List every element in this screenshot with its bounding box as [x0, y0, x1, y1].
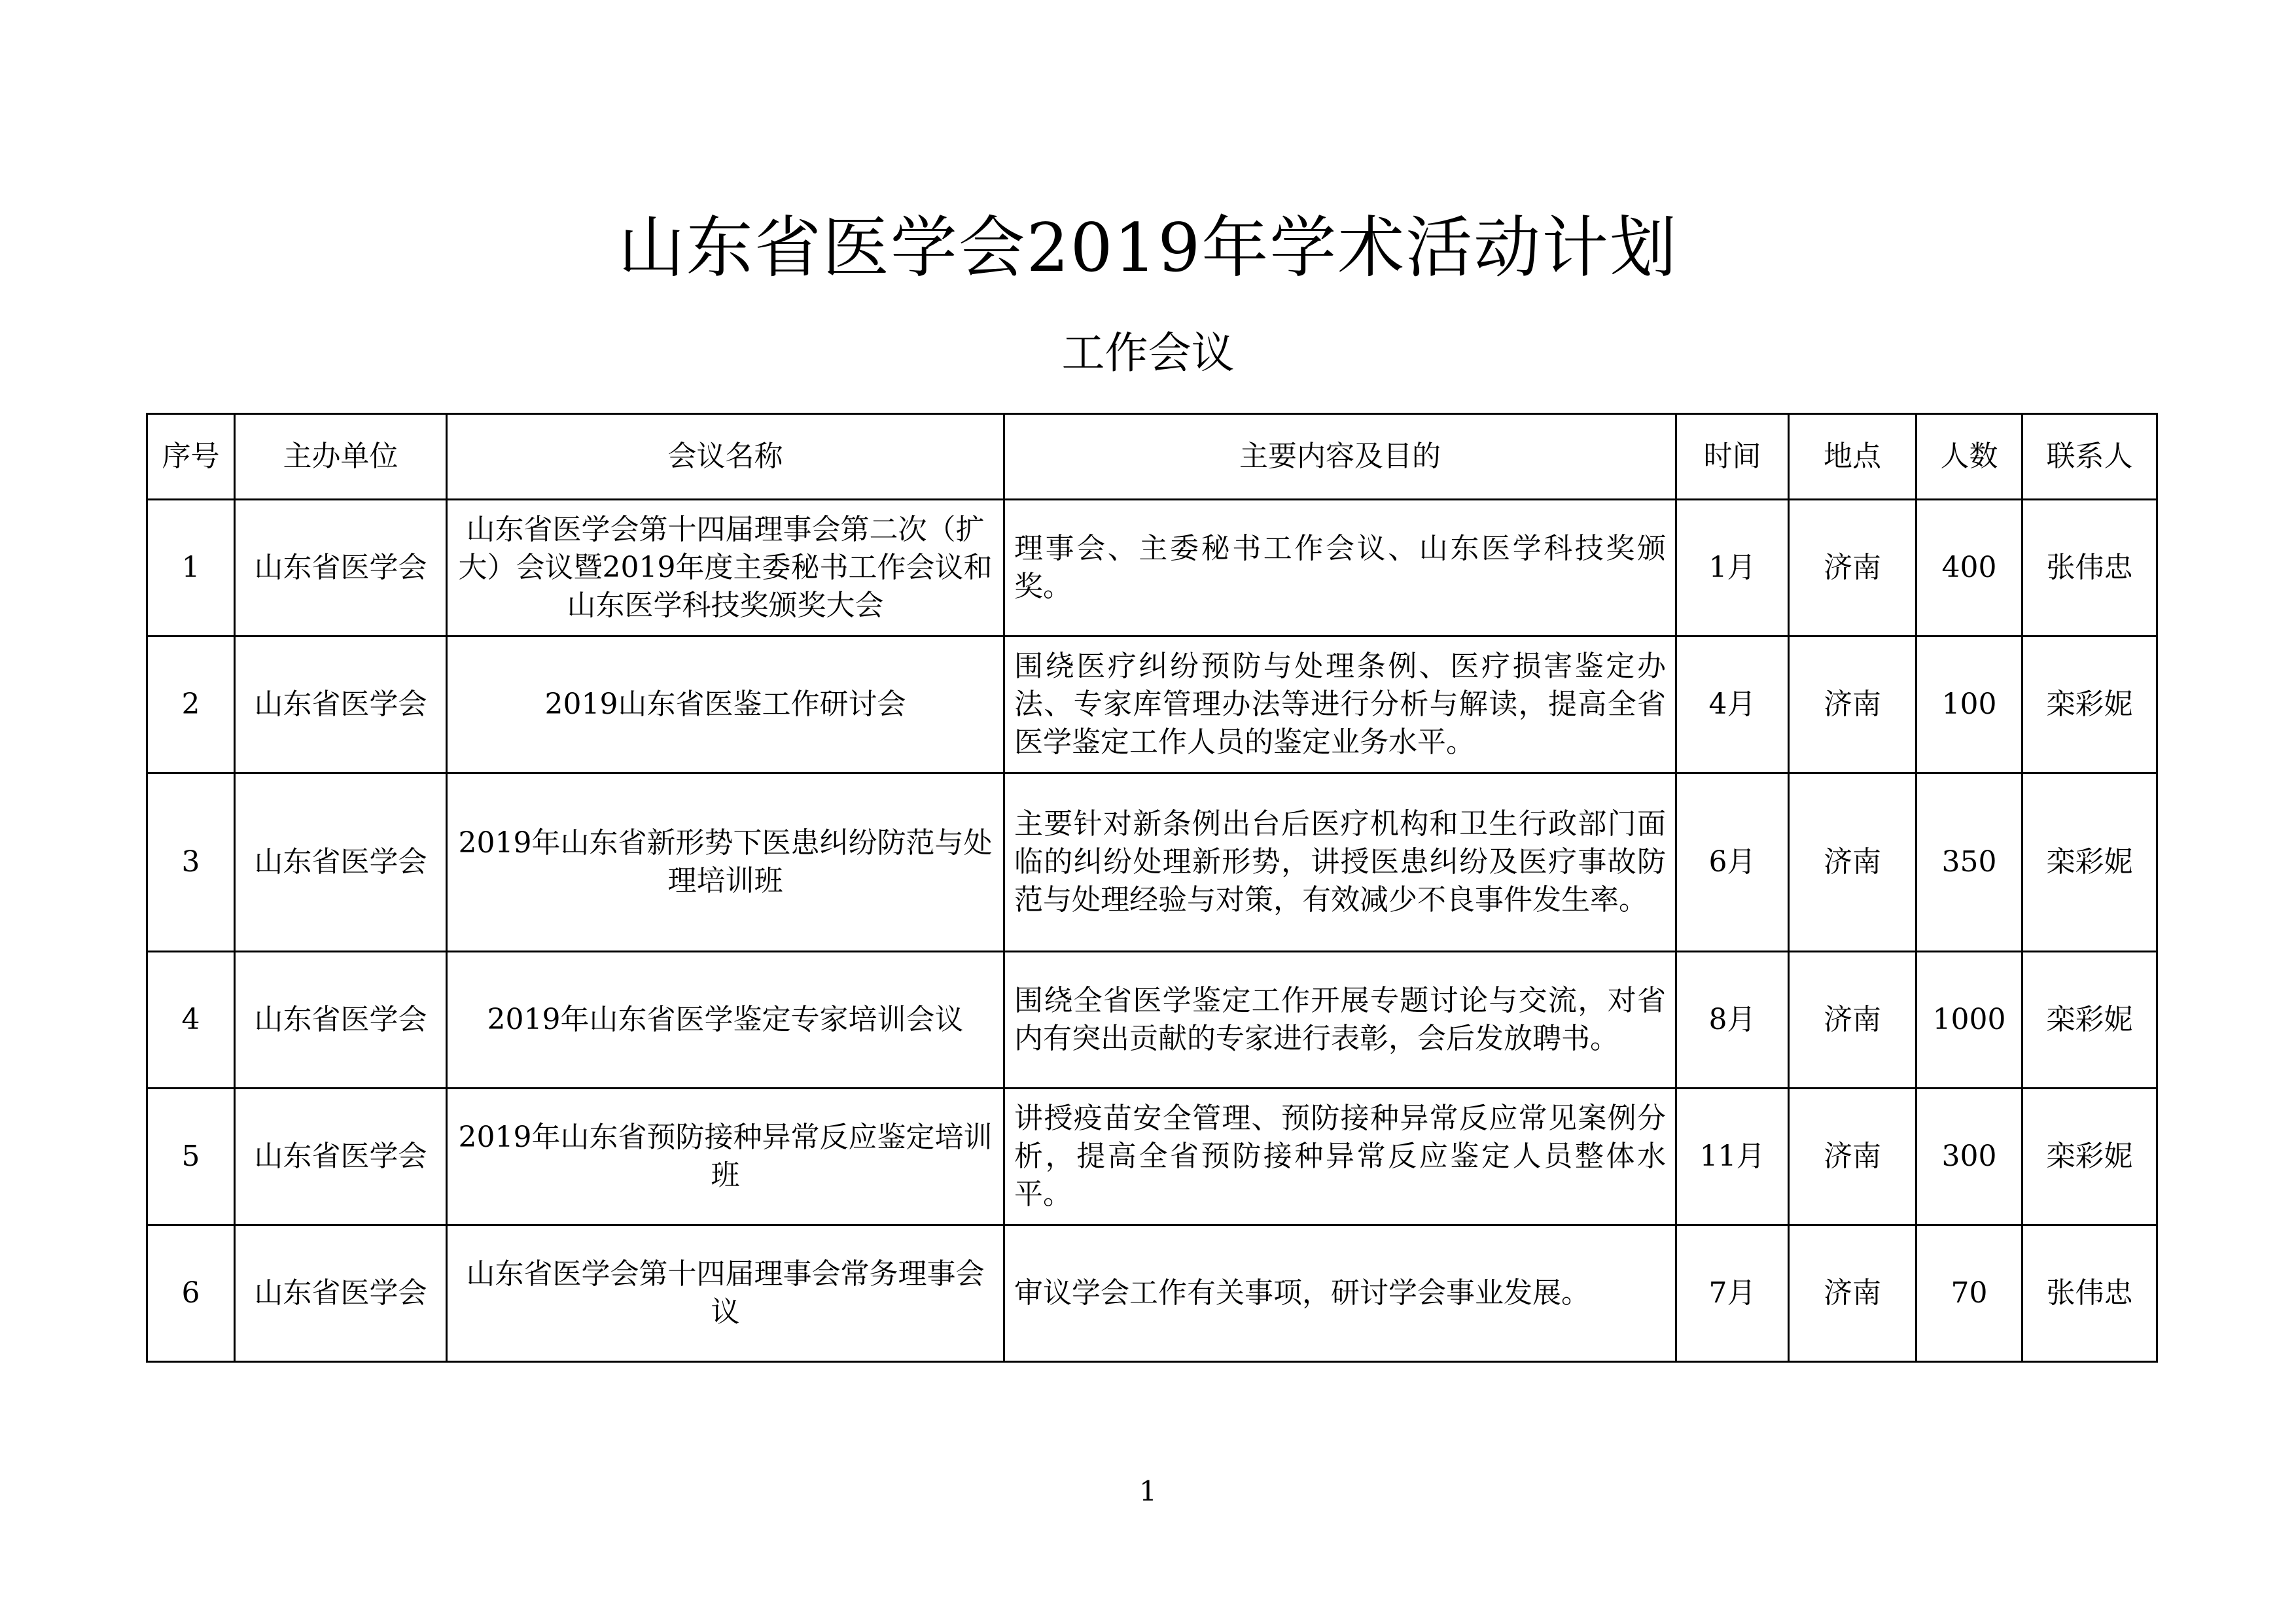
cell-index: 5: [147, 1089, 235, 1225]
cell-index: 1: [147, 500, 235, 637]
table-row: [147, 1225, 2157, 1362]
document-title: 山东省医学会2019年学术活动计划: [618, 209, 1678, 287]
header-time: 时间: [1676, 414, 1789, 500]
table-row: [147, 952, 2157, 1089]
cell-meeting-name: 2019年山东省新形势下医患纠纷防范与处理培训班: [447, 773, 1004, 952]
cell-place: 济南: [1789, 1225, 1916, 1362]
cell-content: 讲授疫苗安全管理、预防接种异常反应常见案例分析，提高全省预防接种异常反应鉴定人员整体水平。: [1004, 1089, 1676, 1225]
cell-time: 1月: [1676, 500, 1789, 637]
page-number: 1: [1139, 1475, 1157, 1507]
cell-contact: 栾彩妮: [2022, 637, 2157, 773]
cell-organizer: 山东省医学会: [235, 637, 447, 773]
cell-meeting-name: 2019年山东省预防接种异常反应鉴定培训班: [447, 1089, 1004, 1225]
cell-time: 4月: [1676, 637, 1789, 773]
cell-organizer: 山东省医学会: [235, 1089, 447, 1225]
cell-contact: 栾彩妮: [2022, 773, 2157, 952]
table-row: [147, 637, 2157, 773]
cell-organizer: 山东省医学会: [235, 1225, 447, 1362]
table-header-row: [147, 414, 2157, 500]
cell-contact: 张伟忠: [2022, 500, 2157, 637]
cell-place: 济南: [1789, 637, 1916, 773]
cell-contact: 张伟忠: [2022, 1225, 2157, 1362]
cell-count: 350: [1916, 773, 2022, 952]
table-row: [147, 773, 2157, 952]
header-index: 序号: [147, 414, 235, 500]
cell-count: 1000: [1916, 952, 2022, 1089]
cell-index: 4: [147, 952, 235, 1089]
cell-place: 济南: [1789, 952, 1916, 1089]
header-place: 地点: [1789, 414, 1916, 500]
cell-count: 300: [1916, 1089, 2022, 1225]
cell-place: 济南: [1789, 773, 1916, 952]
table-row: [147, 500, 2157, 637]
cell-place: 济南: [1789, 500, 1916, 637]
cell-content: 围绕全省医学鉴定工作开展专题讨论与交流，对省内有突出贡献的专家进行表彰，会后发放聘书。: [1004, 952, 1676, 1089]
cell-contact: 栾彩妮: [2022, 1089, 2157, 1225]
cell-index: 3: [147, 773, 235, 952]
cell-organizer: 山东省医学会: [235, 773, 447, 952]
cell-time: 8月: [1676, 952, 1789, 1089]
cell-meeting-name: 山东省医学会第十四届理事会第二次（扩大）会议暨2019年度主委秘书工作会议和山东医学科技奖颁奖大会: [447, 500, 1004, 637]
cell-content: 理事会、主委秘书工作会议、山东医学科技奖颁奖。: [1004, 500, 1676, 637]
header-content: 主要内容及目的: [1004, 414, 1676, 500]
cell-count: 400: [1916, 500, 2022, 637]
cell-contact: 栾彩妮: [2022, 952, 2157, 1089]
cell-time: 11月: [1676, 1089, 1789, 1225]
cell-time: 7月: [1676, 1225, 1789, 1362]
cell-content: 主要针对新条例出台后医疗机构和卫生行政部门面临的纠纷处理新形势，讲授医患纠纷及医疗事故防范与处理经验与对策，有效减少不良事件发生率。: [1004, 773, 1676, 952]
cell-count: 100: [1916, 637, 2022, 773]
cell-content: 审议学会工作有关事项，研讨学会事业发展。: [1004, 1225, 1676, 1362]
activity-plan-table: [146, 413, 2158, 1363]
cell-meeting-name: 2019山东省医鉴工作研讨会: [447, 637, 1004, 773]
cell-place: 济南: [1789, 1089, 1916, 1225]
table-row: [147, 1089, 2157, 1225]
cell-content: 围绕医疗纠纷预防与处理条例、医疗损害鉴定办法、专家库管理办法等进行分析与解读，提高全省医学鉴定工作人员的鉴定业务水平。: [1004, 637, 1676, 773]
cell-index: 6: [147, 1225, 235, 1362]
section-title: 工作会议: [1061, 328, 1235, 378]
header-meeting-name: 会议名称: [447, 414, 1004, 500]
cell-organizer: 山东省医学会: [235, 500, 447, 637]
header-count: 人数: [1916, 414, 2022, 500]
cell-meeting-name: 2019年山东省医学鉴定专家培训会议: [447, 952, 1004, 1089]
cell-count: 70: [1916, 1225, 2022, 1362]
cell-time: 6月: [1676, 773, 1789, 952]
header-contact: 联系人: [2022, 414, 2157, 500]
header-organizer: 主办单位: [235, 414, 447, 500]
cell-organizer: 山东省医学会: [235, 952, 447, 1089]
cell-meeting-name: 山东省医学会第十四届理事会常务理事会议: [447, 1225, 1004, 1362]
cell-index: 2: [147, 637, 235, 773]
